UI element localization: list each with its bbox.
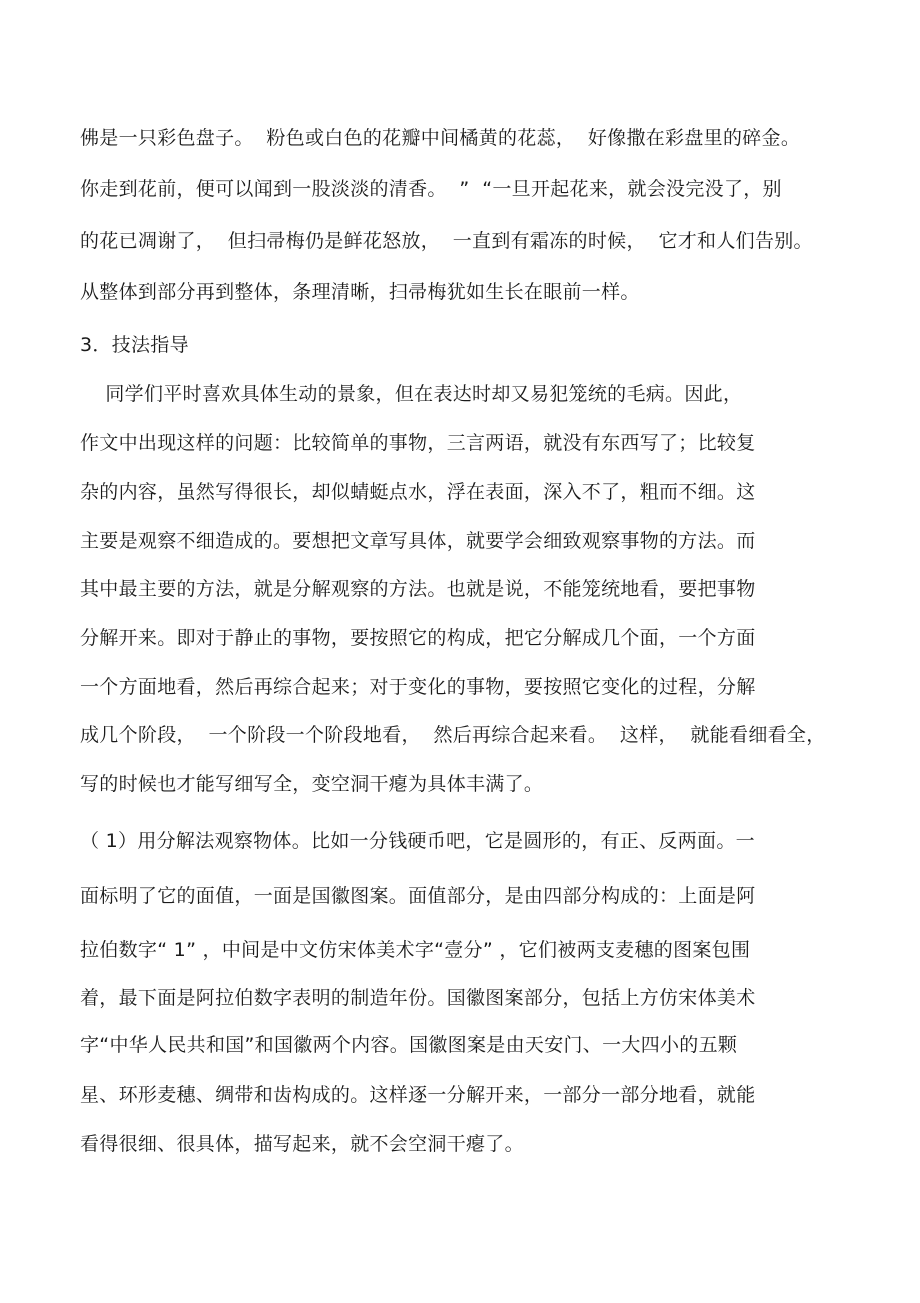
paragraph-line: 分解开来。即对于静止的事物，要按照它的构成，把它分解成几个面，一个方面 xyxy=(80,627,756,649)
paragraph-line: 成几个阶段， 一个阶段一个阶段地看， 然后再综合起来看。 这样， 就能看细看全， xyxy=(80,724,826,746)
paragraph-line: 着，最下面是阿拉伯数字表明的制造年份。国徽图案部分，包括上方仿宋体美术 xyxy=(80,987,756,1009)
paragraph-line: 拉伯数字“ 1” ，中间是中文仿宋体美术字“壹分” ，它们被两支麦穗的图案包围 xyxy=(80,939,751,961)
paragraph-line: 佛是一只彩色盘子。 粉色或白色的花瓣中间橘黄的花蕊， 好像撒在彩盘里的碎金。 xyxy=(80,127,801,149)
paragraph-line: 杂的内容，虽然写得很长，却似蜻蜓点水，浮在表面，深入不了，粗而不细。这 xyxy=(80,481,756,503)
paragraph-line: 写的时候也才能写细写全，变空洞干瘪为具体丰满了。 xyxy=(80,773,544,795)
paragraph-line: （ 1）用分解法观察物体。比如一分钱硬币吧，它是圆形的，有正、反两面。一 xyxy=(80,830,755,852)
paragraph-line: 你走到花前，便可以闻到一股淡淡的清香。 ” “一旦开起花来，就会没完没了，别 xyxy=(80,178,782,200)
paragraph-line: 从整体到部分再到整体，条理清晰，扫帚梅犹如生长在眼前一样。 xyxy=(80,281,640,303)
paragraph-line: 作文中出现这样的问题：比较简单的事物，三言两语，就没有东西写了；比较复 xyxy=(80,432,756,454)
paragraph-line: 的花已凋谢了， 但扫帚梅仍是鲜花怒放， 一直到有霜冻的时候， 它才和人们告别。 xyxy=(80,230,813,252)
paragraph-line: 同学们平时喜欢具体生动的景象，但在表达时却又易犯笼统的毛病。因此， xyxy=(80,383,743,405)
paragraph-line: 一个方面地看，然后再综合起来；对于变化的事物，要按照它变化的过程，分解 xyxy=(80,676,756,698)
paragraph-line: 主要是观察不细造成的。要想把文章写具体，就要学会细致观察事物的方法。而 xyxy=(80,530,756,552)
paragraph-line: 面标明了它的面值，一面是国徽图案。面值部分，是由四部分构成的：上面是阿 xyxy=(80,885,756,907)
paragraph-line: 星、环形麦穗、绸带和齿构成的。这样逐一分解开来，一部分一部分地看，就能 xyxy=(80,1084,756,1106)
paragraph-line: 字“中华人民共和国”和国徽两个内容。国徽图案是由天安门、一大四小的五颗 xyxy=(80,1034,738,1056)
paragraph-line: 看得很细、很具体，描写起来，就不会空洞干瘪了。 xyxy=(80,1133,524,1155)
paragraph-line: 其中最主要的方法，就是分解观察的方法。也就是说，不能笼统地看，要把事物 xyxy=(80,578,756,600)
section-heading: 3．技法指导 xyxy=(80,334,189,356)
